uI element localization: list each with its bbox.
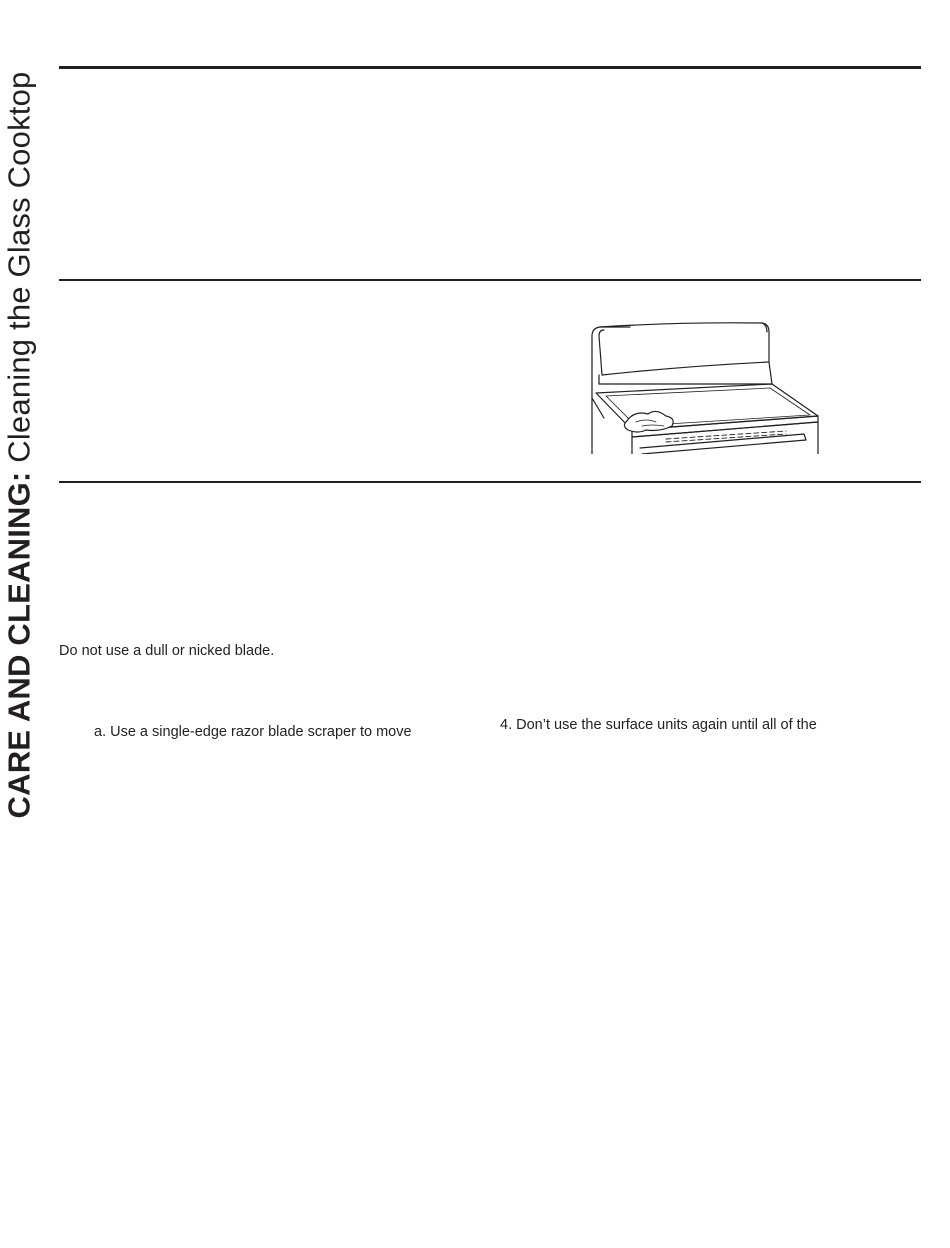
- step-4-text: 4. Don’t use the surface units again until all of the: [500, 717, 817, 733]
- blade-warning-text: Do not use a dull or nicked blade.: [59, 643, 275, 659]
- step-a-text: a. Use a single-edge razor blade scraper to move: [94, 724, 412, 740]
- section-title-bold: CARE AND CLEANING:: [1, 471, 37, 819]
- range-cooktop-wipe-icon: [586, 318, 826, 454]
- top-divider: [59, 66, 921, 69]
- section-title-text: [2, 72, 36, 819]
- section-title: [2, 30, 36, 860]
- middle-divider: [59, 279, 921, 281]
- section-title-light: Cleaning the Glass Cooktop: [1, 71, 37, 463]
- lower-divider: [59, 481, 921, 483]
